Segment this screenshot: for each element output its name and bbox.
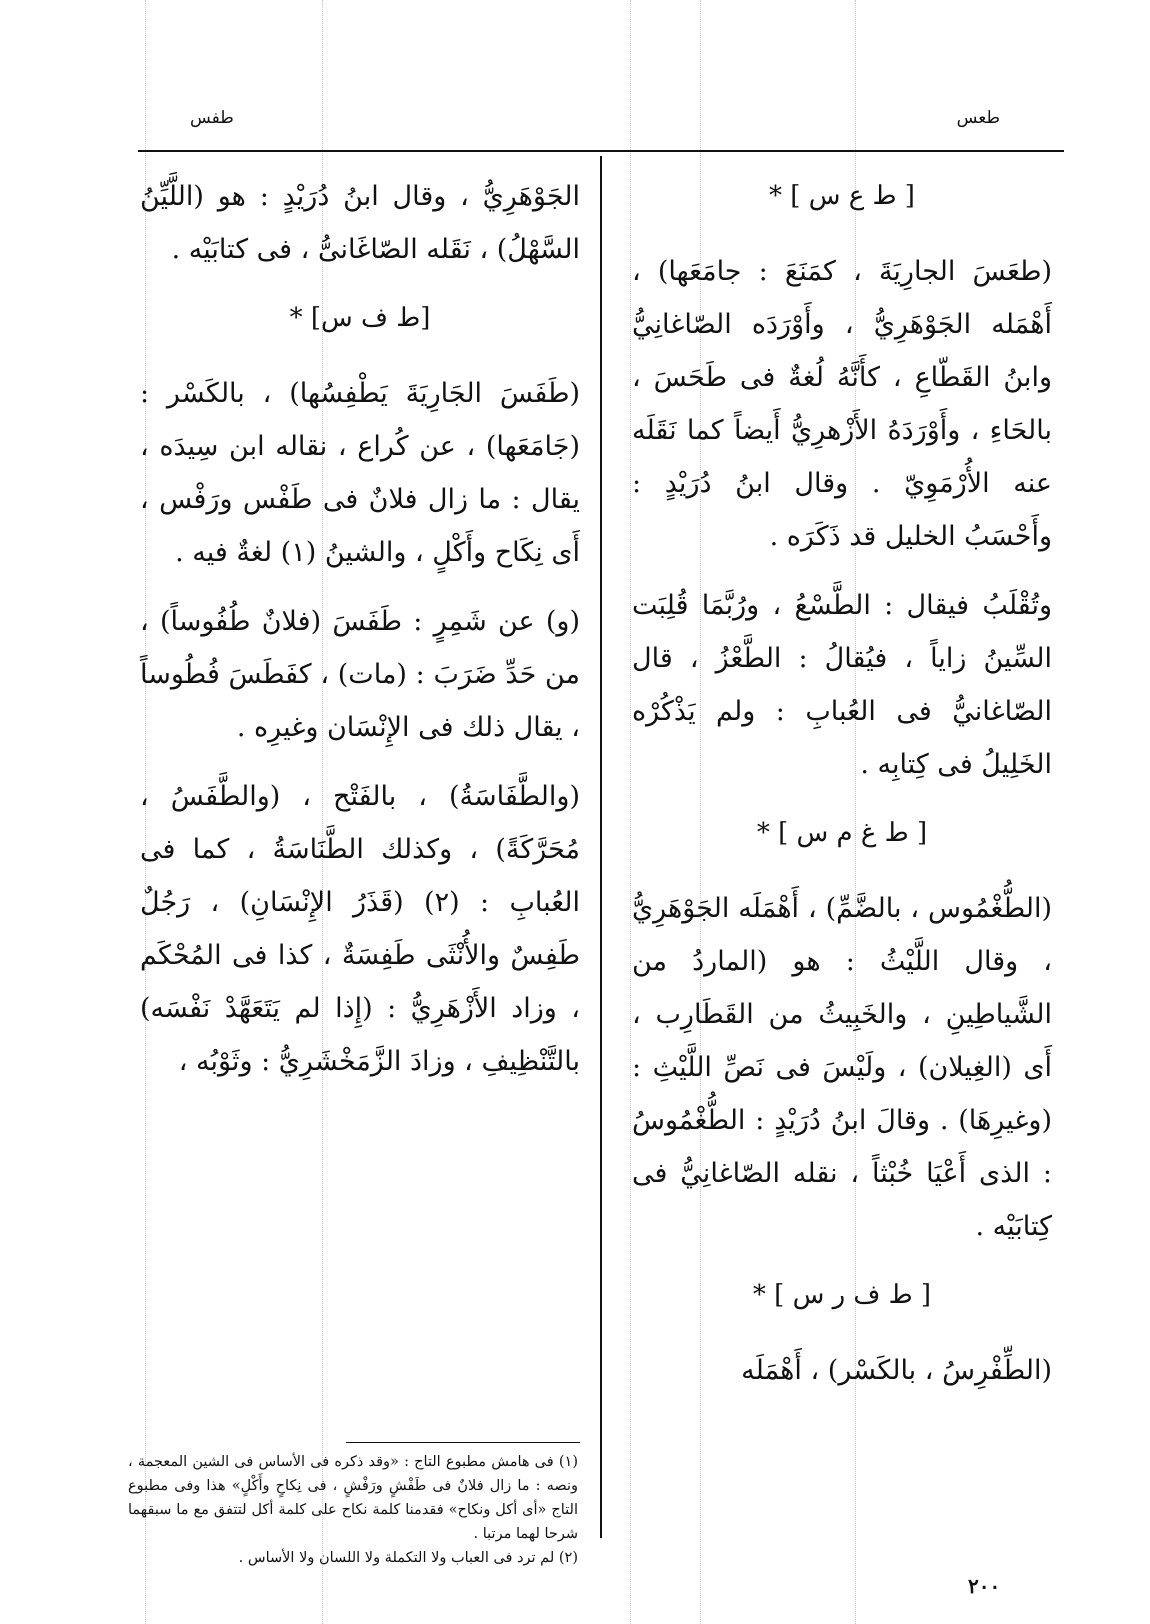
running-head-right: طعس [956, 108, 1000, 128]
column-divider [600, 156, 602, 1538]
right-column [632, 170, 1052, 1413]
left-column [140, 170, 580, 1104]
entry-head: [ ط غ م س ] * [756, 818, 928, 848]
entry-head: [ ط ع س ] * [769, 181, 915, 211]
entry-head: [ ط ف ر س ] * [752, 1280, 932, 1310]
entry-paragraph: وتُقْلَبُ فيقال : الطَّسْعُ ، ورُبَّمَا قُلِبَت السِّينُ زاياً ، فيُقالُ : الطَّعْزُ ، قال الصّاغانيُّ فى العُبابِ : ولم يَذْكُرْه الخَلِيلُ فى كِتابِه . [632, 590, 1052, 780]
entry-paragraph: (الطُّغْمُوس ، بالضَّمِّ) ، أَهْمَلَه الجَوْهَرِيُّ ، وقال اللَّيْثُ : هو (الماردُ من الشَّياطِينِ ، والخَبِيثُ من القَطَارِب ، أَى (الغِيلان) ، ولَيْسَ فى نَصِّ اللَّيْثِ : (وغيرِهَا) . وقالَ ابنُ دُرَيْدٍ : الطُّغْمُوسُ : الذى أَعْيَا خُبْثاً ، نقله الصّاغانِيُّ فى كِتابَيْه . [632, 893, 1052, 1242]
entry-paragraph: (طعَسَ الجارِيَةَ ، كمَنَعَ : جامَعَها) ، أَهْمَله الجَوْهَرِيُّ ، وأَوْرَدَه الصّاغانِيُّ وابنُ القَطّاعِ ، كأَنَّهُ لُغةٌ فى طَحَسَ ، بالحَاءِ ، وأَوْرَدَهُ الأَزْهرِيُّ أَيضاً كما نَقَلَه عنه الأُرْمَوِيّ . وقال ابنُ دُرَيْدٍ : وأَحْسَبُ الخليل قد ذَكَرَه . [632, 256, 1052, 552]
entry-paragraph: (والطَّفَاسَةُ) ، بالفَتْح ، (والطَّفَسُ ، مُحَرَّكَةً) ، وكذلك الطَّنَاسَةُ ، كما فى العُبابِ : (٢) (قَذَرُ الإِنْسَانِ) ، رَجُلٌ طَفِسٌ والأُنْثَى طَفِسَةٌ ، كذا فى المُحْكَم ، وزاد الأَزْهَرِيُّ : (إِذا لم يَتَعَهَّدْ نَفْسَه) بالتَّنْظِيفِ ، وزادَ الزَّمَخْشَرِيُّ : وثَوْبُه ، [140, 781, 580, 1077]
running-head-left: طفس [190, 108, 234, 128]
entry-head: [ط ف س] * [289, 303, 431, 333]
footnote: (١) فى هامش مطبوع التاج : «وقد ذكره فى الأساس فى الشين المعجمة ، ونصه : ما زال فلانٌ فى طَفْشٍ ورَفْشٍ ، فى نِكاحٍ وأَكْلٍ» هذا وفى مطبوع التاج «أى أكل ونكاح» فقدمنا كلمة نكاح على كلمة أكل لتتفق مع ما سبقهما شرحا لهما مرتبا . [128, 1454, 578, 1542]
footnote-rule [346, 1442, 580, 1443]
entry-paragraph: (و) عن شَمِرٍ : طَفَسَ (فلانٌ طُفُوساً) ، من حَدِّ ضَرَبَ : (مات) ، كفَطَسَ فُطُوساً ، يقال ذلك فى الإِنْسَان وغيرِه . [140, 606, 580, 743]
footnote: (٢) لم ترد فى العباب ولا التكملة ولا اللسان ولا الأساس . [238, 1550, 578, 1566]
entry-paragraph: (طَفَسَ الجَارِيَةَ يَطْفِسُها) ، بالكَسْر : (جَامَعَها) ، عن كُراع ، نقاله ابن سِيدَه ، يقال : ما زال فلانٌ فى طَفْس ورَفْس ، أَى نِكَاح وأَكْلٍ ، والشينُ (١) لغةٌ فيه . [140, 378, 580, 568]
footnotes [128, 1450, 578, 1570]
page-number: ٢٠٠ [968, 1574, 1001, 1598]
entry-paragraph: الجَوْهَرِيُّ ، وقال ابنُ دُرَيْدٍ : هو (اللَّيِّنُ السَّهْلُ) ، نَقَله الصّاغَانىُّ ، فى كتابَيْه . [140, 181, 580, 265]
header-rule [138, 150, 1064, 152]
scan-dotted-line [630, 0, 631, 1624]
entry-paragraph: (الطِّفْرِسُ ، بالكَسْر) ، أَهْمَلَه [741, 1355, 1052, 1386]
